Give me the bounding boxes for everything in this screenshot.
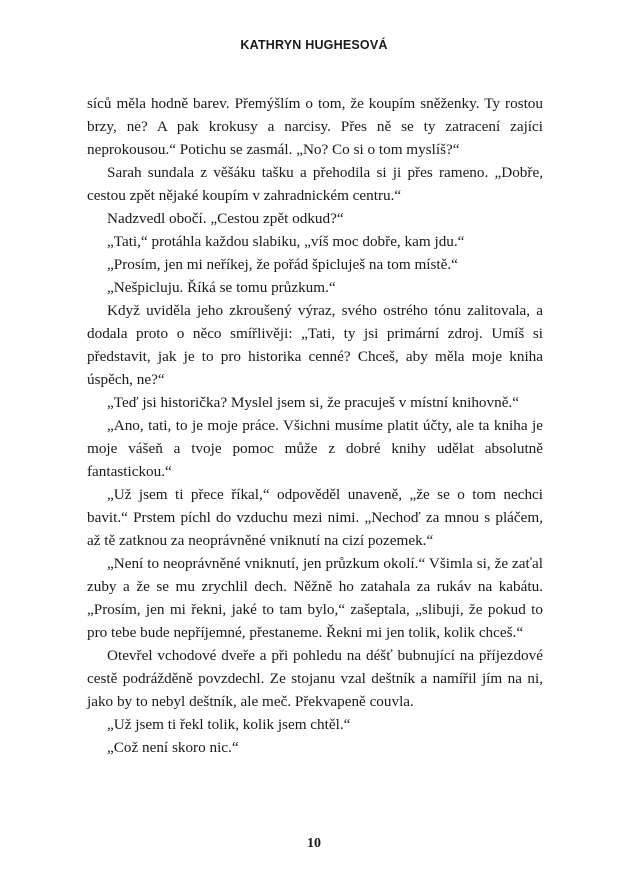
paragraph: „Což není skoro nic.“ (107, 739, 239, 756)
paragraph: „Prosím, jen mi neříkej, že pořád špicluješ na tom místě.“ (107, 256, 458, 273)
paragraph: „Tati,“ protáhla každou slabiku, „víš moc dobře, kam jdu.“ (107, 233, 465, 250)
paragraph: Když uviděla jeho zkroušený výraz, svého ostrého tónu zalitovala, a dodala proto o něco smířlivěji: „Tati, ty jsi primární zdroj. Umíš si představit, jak je to pro historika cenné? Chceš, aby měla moje kniha úspěch, ne?“ (87, 302, 543, 388)
paragraph: „Ano, tati, to je moje práce. Všichni musíme platit účty, ale ta kniha je moje vášeň a tvoje pomoc může z dobré knihy udělat absolutně fantastickou.“ (87, 417, 543, 480)
paragraph: „Teď jsi historička? Myslel jsem si, že pracuješ v místní knihovně.“ (107, 394, 519, 411)
paragraph: Sarah sundala z věšáku tašku a přehodila si ji přes rameno. „Dobře, cestou zpět nějaké koupím v zahradnickém centru.“ (87, 164, 543, 204)
paragraph: Otevřel vchodové dveře a při pohledu na déšť bubnující na příjezdové cestě podrážděně povzdechl. Ze stojanu vzal deštník a namířil jím na ni, jako by to nebyl deštník, ale meč. Překvapeně couvla. (87, 647, 543, 710)
paragraph: síců měla hodně barev. Přemýšlím o tom, že koupím sněženky. Ty rostou brzy, ne? A pak krokusy a narcisy. Přes ně se ty zatracení zajíci neprokousou.“ Potichu se zasmál. „No? Co si o tom myslíš?“ (87, 95, 543, 158)
page-number: 10 (307, 836, 321, 851)
paragraph: „Nešpicluju. Říká se tomu průzkum.“ (107, 279, 336, 296)
paragraph: „Už jsem ti přece říkal,“ odpověděl unaveně, „že se o tom nechci bavit.“ Prstem píchl do vzduchu mezi nimi. „Nechoď za mnou s pláčem, až tě zatknou za neoprávněné vniknutí na cizí pozemek.“ (87, 486, 543, 549)
running-head-author: KATHRYN HUGHESOVÁ (240, 38, 388, 52)
paragraph: „Už jsem ti řekl tolik, kolik jsem chtěl.“ (107, 716, 351, 733)
body-text (87, 92, 543, 759)
paragraph: Nadzvedl obočí. „Cestou zpět odkud?“ (107, 210, 344, 227)
paragraph: „Není to neoprávněné vniknutí, jen průzkum okolí.“ Všimla si, že zaťal zuby a že se mu zrychlil dech. Něžně ho zatahala za rukáv na kabátu. „Prosím, jen mi řekni, jaké to tam bylo,“ zašeptala, „slibuji, že pokud to pro tebe bude nepříjemné, přestaneme. Řekni mi jen tolik, kolik chceš.“ (87, 555, 543, 641)
